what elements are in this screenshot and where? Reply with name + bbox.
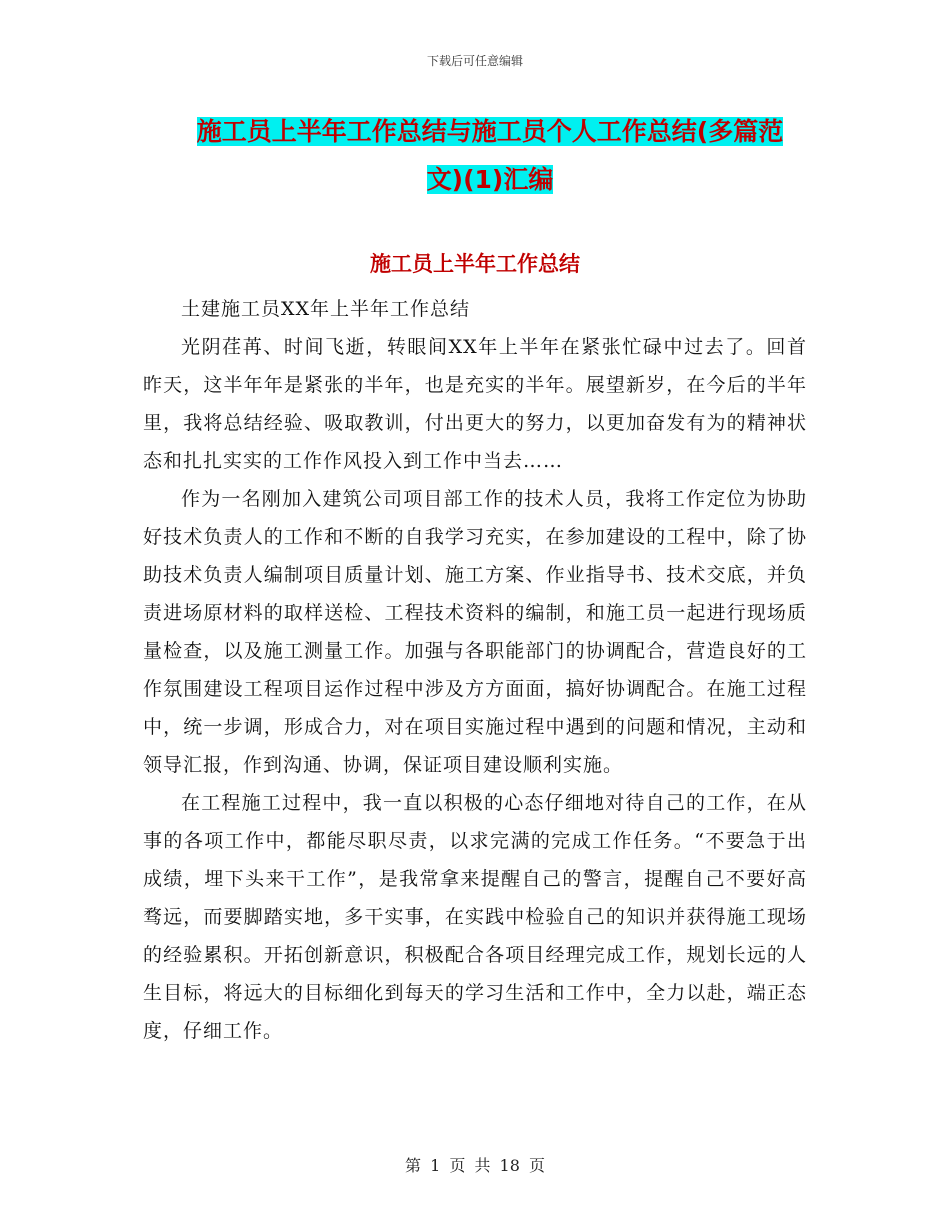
document-title (160, 108, 820, 204)
page-header-note: 下载后可任意编辑 (426, 54, 523, 68)
paragraph: 光阴荏苒、时间飞逝，转眼间XX年上半年在紧张忙碌中过去了。回首昨天，这半年年是紧张的半年，也是充实的半年。展望新岁，在今后的半年里，我将总结经验、吸取教训，付出更大的努力，以更加奋发有为的精神状态和扎扎实实的工作作风投入到工作中当去…… (143, 336, 807, 472)
paragraph: 在工程施工过程中，我一直以积极的心态仔细地对待自己的工作，在从事的各项工作中，都能尽职尽责，以求完满的完成工作任务。“不要急于出成绩，埋下头来干工作”，是我常拿来提醒自己的警言，提醒自己不要好高骛远，而要脚踏实地，多干实事，在实践中检验自己的知识并获得施工现场的经验累积。开拓创新意识，积极配合各项目经理完成工作，规划长远的人生目标，将远大的目标细化到每天的学习生活和工作中，全力以赴，端正态度，仔细工作。 (143, 792, 807, 1042)
paragraph-subtitle: 土建施工员XX年上半年工作总结 (181, 298, 471, 320)
document-title-line1: 施工员上半年工作总结与施工员个人工作总结(多篇范 (196, 117, 784, 146)
page-number-footer: 第 1 页 共 18 页 (405, 1156, 545, 1175)
document-body (143, 290, 807, 1050)
document-title-line2: 文)(1)汇编 (426, 165, 554, 194)
section-title: 施工员上半年工作总结 (370, 252, 580, 276)
paragraph: 作为一名刚加入建筑公司项目部工作的技术人员，我将工作定位为协助好技术负责人的工作和不断的自我学习充实，在参加建设的工程中，除了协助技术负责人编制项目质量计划、施工方案、作业指导书、技术交底，并负责进场原材料的取样送检、工程技术资料的编制，和施工员一起进行现场质量检查，以及施工测量工作。加强与各职能部门的协调配合，营造良好的工作氛围建设工程项目运作过程中涉及方方面面，搞好协调配合。在施工过程中，统一步调，形成合力，对在项目实施过程中遇到的问题和情况，主动和领导汇报，作到沟通、协调，保证项目建设顺利实施。 (143, 488, 807, 776)
